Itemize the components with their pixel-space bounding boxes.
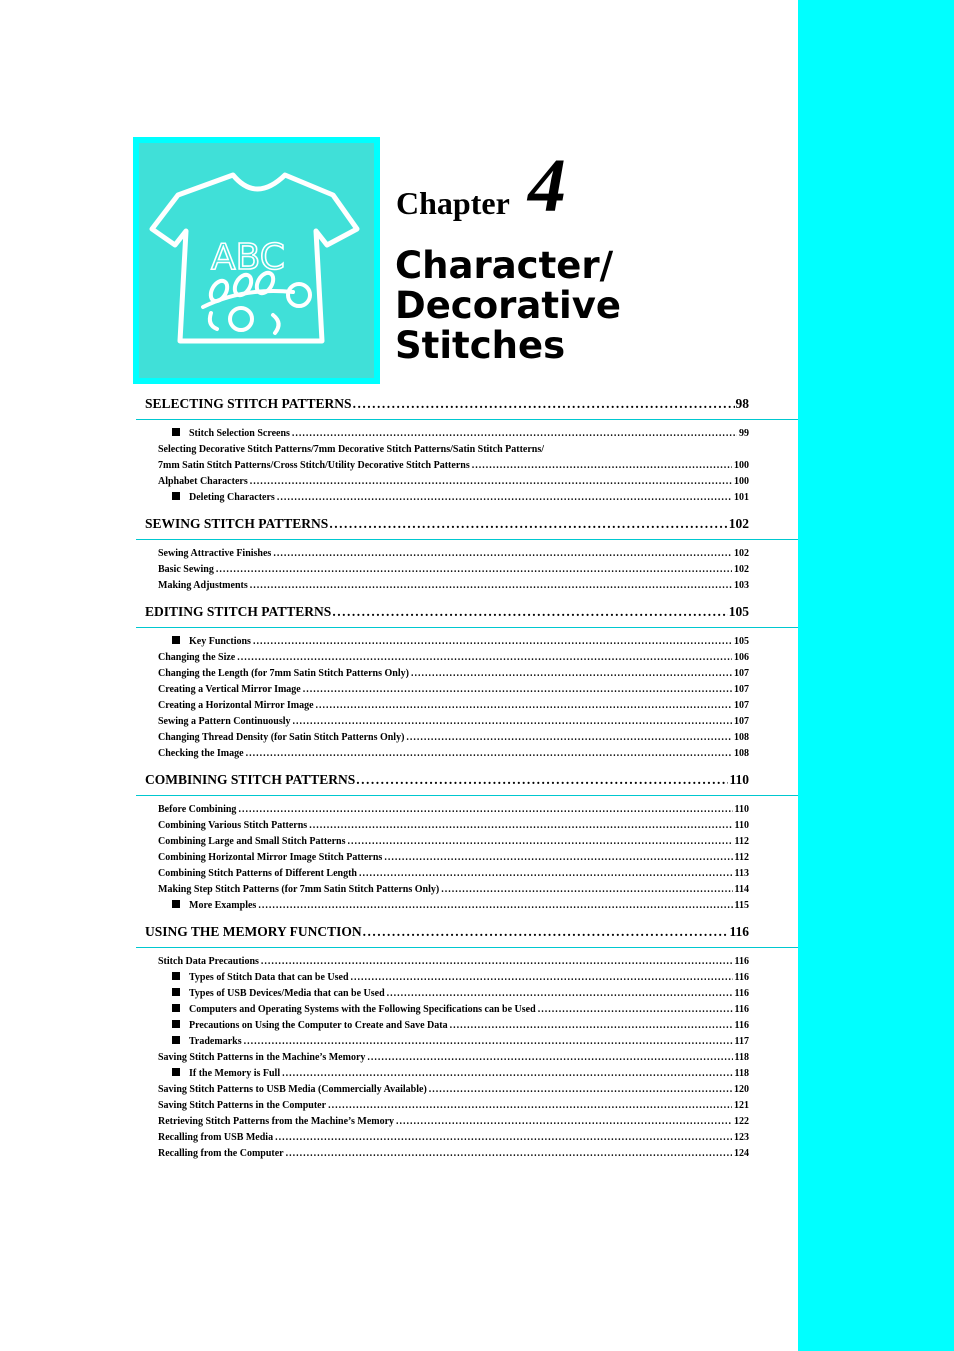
toc-entry-text: Selecting Decorative Stitch Patterns/7mm Decorative Stitch Patterns/Satin Stitch Patterns/ [158,444,545,455]
toc-entry-page: 102 [734,548,749,559]
chapter-title-line: Stitches [395,324,566,367]
toc-entry[interactable] [136,580,798,596]
toc-section-heading[interactable] [136,512,798,540]
toc-entry-page: 100 [734,476,749,487]
toc-entry[interactable] [136,1084,798,1100]
toc-entry[interactable] [136,1052,798,1068]
dot-leader [250,580,732,591]
dot-leader [411,668,732,679]
toc-entry[interactable] [136,1100,798,1116]
chapter-number: 4 [528,144,566,228]
toc-entry-text: Combining Large and Small Stitch Patterns [158,836,346,847]
toc-section-entries [136,948,798,1168]
toc-entry-page: 110 [734,820,749,831]
toc-section-entries [136,540,798,600]
dot-leader [332,604,727,620]
table-of-contents [136,392,798,1168]
dot-leader [309,820,732,831]
dot-leader [429,1084,732,1095]
square-bullet-icon [172,900,180,908]
dot-leader [356,772,728,788]
tshirt-icon [133,137,380,384]
dot-leader [441,884,732,895]
toc-entry[interactable] [136,444,798,460]
toc-entry[interactable] [136,428,798,444]
toc-section-entries [136,628,798,768]
toc-section-page: 105 [728,604,749,619]
toc-entry-page: 107 [734,716,749,727]
toc-entry-text: Saving Stitch Patterns in the Computer [158,1100,327,1111]
dot-leader [275,1132,732,1143]
toc-entry-text: Saving Stitch Patterns in the Machine’s Memory [158,1052,366,1063]
toc-entry-text: Stitch Data Precautions [158,956,259,967]
toc-entry[interactable] [136,1132,798,1148]
toc-entry[interactable] [136,716,798,732]
toc-section-entries [136,796,798,920]
toc-entry[interactable] [136,956,798,972]
toc-section-row [145,772,749,788]
dot-leader [293,716,732,727]
toc-section-title: EDITING STITCH PATTERNS [145,604,332,619]
toc-entry-text: Types of USB Devices/Media that can be Used [189,988,385,999]
toc-entry-text: Making Step Stitch Patterns (for 7mm Satin Stitch Patterns Only) [158,884,440,895]
toc-section-title: COMBINING STITCH PATTERNS [145,772,356,787]
dot-leader [353,396,735,412]
side-color-band [798,0,954,1351]
toc-entry[interactable] [136,1020,798,1036]
chapter-label: Chapter [396,185,510,221]
toc-entry[interactable] [136,804,798,820]
toc-entry[interactable] [136,868,798,884]
dot-leader [238,804,732,815]
square-bullet-icon [172,988,180,996]
toc-entry-text: Types of Stitch Data that can be Used [189,972,349,983]
square-bullet-icon [172,1020,180,1028]
toc-entry-page: 113 [734,868,749,879]
chapter-title-line: Character/ [395,244,614,287]
toc-section-heading[interactable] [136,920,798,948]
toc-entry-page: 117 [734,1036,749,1047]
toc-entry-text: Precautions on Using the Computer to Create and Save Data [189,1020,448,1031]
toc-entry[interactable] [136,668,798,684]
toc-entry-page: 123 [734,1132,749,1143]
toc-section-heading[interactable] [136,768,798,796]
toc-entry-page: 122 [734,1116,749,1127]
toc-entry-page: 106 [734,652,749,663]
toc-entry-text: Changing the Length (for 7mm Satin Stitch Patterns Only) [158,668,409,679]
chapter-icon [133,137,380,384]
dot-leader [538,1004,733,1015]
toc-section-row [145,396,749,412]
toc-entry-text: Combining Various Stitch Patterns [158,820,308,831]
toc-entry[interactable] [136,1004,798,1020]
toc-entry[interactable] [136,748,798,764]
toc-section-row [145,516,749,532]
toc-entry-page: 107 [734,684,749,695]
toc-entry[interactable] [136,836,798,852]
toc-entry[interactable] [136,732,798,748]
dot-leader [328,1100,732,1111]
toc-entry[interactable] [136,460,798,476]
toc-entry-page: 118 [734,1052,749,1063]
toc-entry-page: 103 [734,580,749,591]
toc-entry-page: 102 [734,564,749,575]
toc-entry[interactable] [136,884,798,900]
toc-entry-page: 108 [734,748,749,759]
toc-section-heading[interactable] [136,392,798,420]
toc-entry-page: 105 [734,636,749,647]
square-bullet-icon [172,636,180,644]
toc-entry-page: 107 [734,700,749,711]
dot-leader [246,748,732,759]
toc-entry-text: Combining Stitch Patterns of Different Length [158,868,357,879]
toc-entry-text: Retrieving Stitch Patterns from the Machine’s Memory [158,1116,395,1127]
abc-text: ABC [211,237,285,278]
toc-entry-page: 110 [734,804,749,815]
square-bullet-icon [172,1036,180,1044]
toc-entry-text: Creating a Vertical Mirror Image [158,684,301,695]
toc-entry-page: 116 [734,1020,749,1031]
toc-entry-page: 124 [734,1148,749,1159]
toc-entry-text: Deleting Characters [189,492,275,503]
toc-entry[interactable] [136,700,798,716]
toc-entry-text: Stitch Selection Screens [189,428,290,439]
dot-leader [316,700,732,711]
toc-entry-text: 7mm Satin Stitch Patterns/Cross Stitch/Utility Decorative Stitch Patterns [158,460,470,471]
toc-entry-text: Combining Horizontal Mirror Image Stitch Patterns [158,852,383,863]
dot-leader [273,548,732,559]
toc-entry[interactable] [136,820,798,836]
dot-leader [348,836,733,847]
toc-entry-page: 118 [734,1068,749,1079]
dot-leader [384,852,732,863]
toc-entry-page: 112 [734,836,749,847]
toc-entry-text: Alphabet Characters [158,476,248,487]
toc-entry-page: 108 [734,732,749,743]
toc-section-page: 110 [729,772,749,787]
toc-entry[interactable] [136,988,798,1004]
toc-section-row [145,924,749,940]
toc-entry[interactable] [136,1036,798,1052]
toc-entry-text: Saving Stitch Patterns to USB Media (Commercially Available) [158,1084,427,1095]
toc-entry-page: 101 [734,492,749,503]
toc-entry-page: 115 [734,900,749,911]
toc-entry-text: Making Adjustments [158,580,248,591]
dot-leader [237,652,732,663]
dot-leader [363,924,729,940]
toc-entry[interactable] [136,684,798,700]
dot-leader [472,460,732,471]
toc-entry-text: Sewing Attractive Finishes [158,548,272,559]
toc-entry[interactable] [136,900,798,916]
toc-entry-page: 116 [734,988,749,999]
toc-entry-text: Recalling from USB Media [158,1132,274,1143]
toc-entry-page: 116 [734,1004,749,1015]
dot-leader [261,956,733,967]
toc-entry[interactable] [136,548,798,564]
toc-entry-text: Sewing a Pattern Continuously [158,716,291,727]
toc-section-row [145,604,749,620]
toc-entry[interactable] [136,652,798,668]
toc-entry-page: 121 [734,1100,749,1111]
floral-motif-icon [203,270,310,333]
toc-entry-text: Changing the Size [158,652,236,663]
toc-entry[interactable] [136,564,798,580]
toc-entry-text: Computers and Operating Systems with the Following Specifications can be Used [189,1004,536,1015]
dot-leader [406,732,732,743]
toc-entry-page: 100 [734,460,749,471]
dot-leader [292,428,737,439]
toc-entry[interactable] [136,852,798,868]
dot-leader [216,564,732,575]
toc-section-heading[interactable] [136,600,798,628]
dot-leader [303,684,732,695]
dot-leader [450,1020,733,1031]
chapter-title [395,246,621,366]
toc-entry-text: Basic Sewing [158,564,214,575]
toc-section-title: SEWING STITCH PATTERNS [145,516,329,531]
dot-leader [258,900,732,911]
toc-entry[interactable] [136,636,798,652]
toc-entry-text: More Examples [189,900,257,911]
toc-entry-text: Key Functions [189,636,251,647]
toc-entry[interactable] [136,476,798,492]
toc-section-page: 102 [728,516,749,531]
dot-leader [367,1052,732,1063]
toc-entry-page: 112 [734,852,749,863]
toc-section-title: SELECTING STITCH PATTERNS [145,396,352,411]
toc-section-entries [136,420,798,512]
toc-entry[interactable] [136,492,798,508]
square-bullet-icon [172,1004,180,1012]
toc-entry-page: 116 [734,956,749,967]
dot-leader [250,476,732,487]
square-bullet-icon [172,428,180,436]
dot-leader [282,1068,732,1079]
square-bullet-icon [172,492,180,500]
toc-section-page: 98 [735,396,749,411]
toc-section-title: USING THE MEMORY FUNCTION [145,924,362,939]
square-bullet-icon [172,1068,180,1076]
dot-leader [253,636,732,647]
toc-entry-text: Changing Thread Density (for Satin Stitch Patterns Only) [158,732,405,743]
toc-entry-page: 107 [734,668,749,679]
chapter-title-line: Decorative [395,284,621,327]
dot-leader [396,1116,732,1127]
dot-leader [277,492,732,503]
toc-entry-text: Recalling from the Computer [158,1148,284,1159]
dot-leader [351,972,733,983]
toc-entry-page: 114 [734,884,749,895]
toc-entry[interactable] [136,1068,798,1084]
dot-leader [359,868,733,879]
toc-entry[interactable] [136,972,798,988]
toc-entry-text: Trademarks [189,1036,242,1047]
toc-entry-text: Creating a Horizontal Mirror Image [158,700,314,711]
toc-entry-text: Checking the Image [158,748,244,759]
toc-entry-page: 120 [734,1084,749,1095]
toc-entry[interactable] [136,1148,798,1164]
toc-entry[interactable] [136,1116,798,1132]
dot-leader [244,1036,733,1047]
square-bullet-icon [172,972,180,980]
dot-leader [329,516,727,532]
toc-entry-page: 116 [734,972,749,983]
toc-entry-text: If the Memory is Full [189,1068,281,1079]
toc-entry-page: 99 [739,428,749,439]
toc-entry-text: Before Combining [158,804,237,815]
dot-leader [387,988,733,999]
dot-leader [286,1148,732,1159]
toc-section-page: 116 [729,924,749,939]
